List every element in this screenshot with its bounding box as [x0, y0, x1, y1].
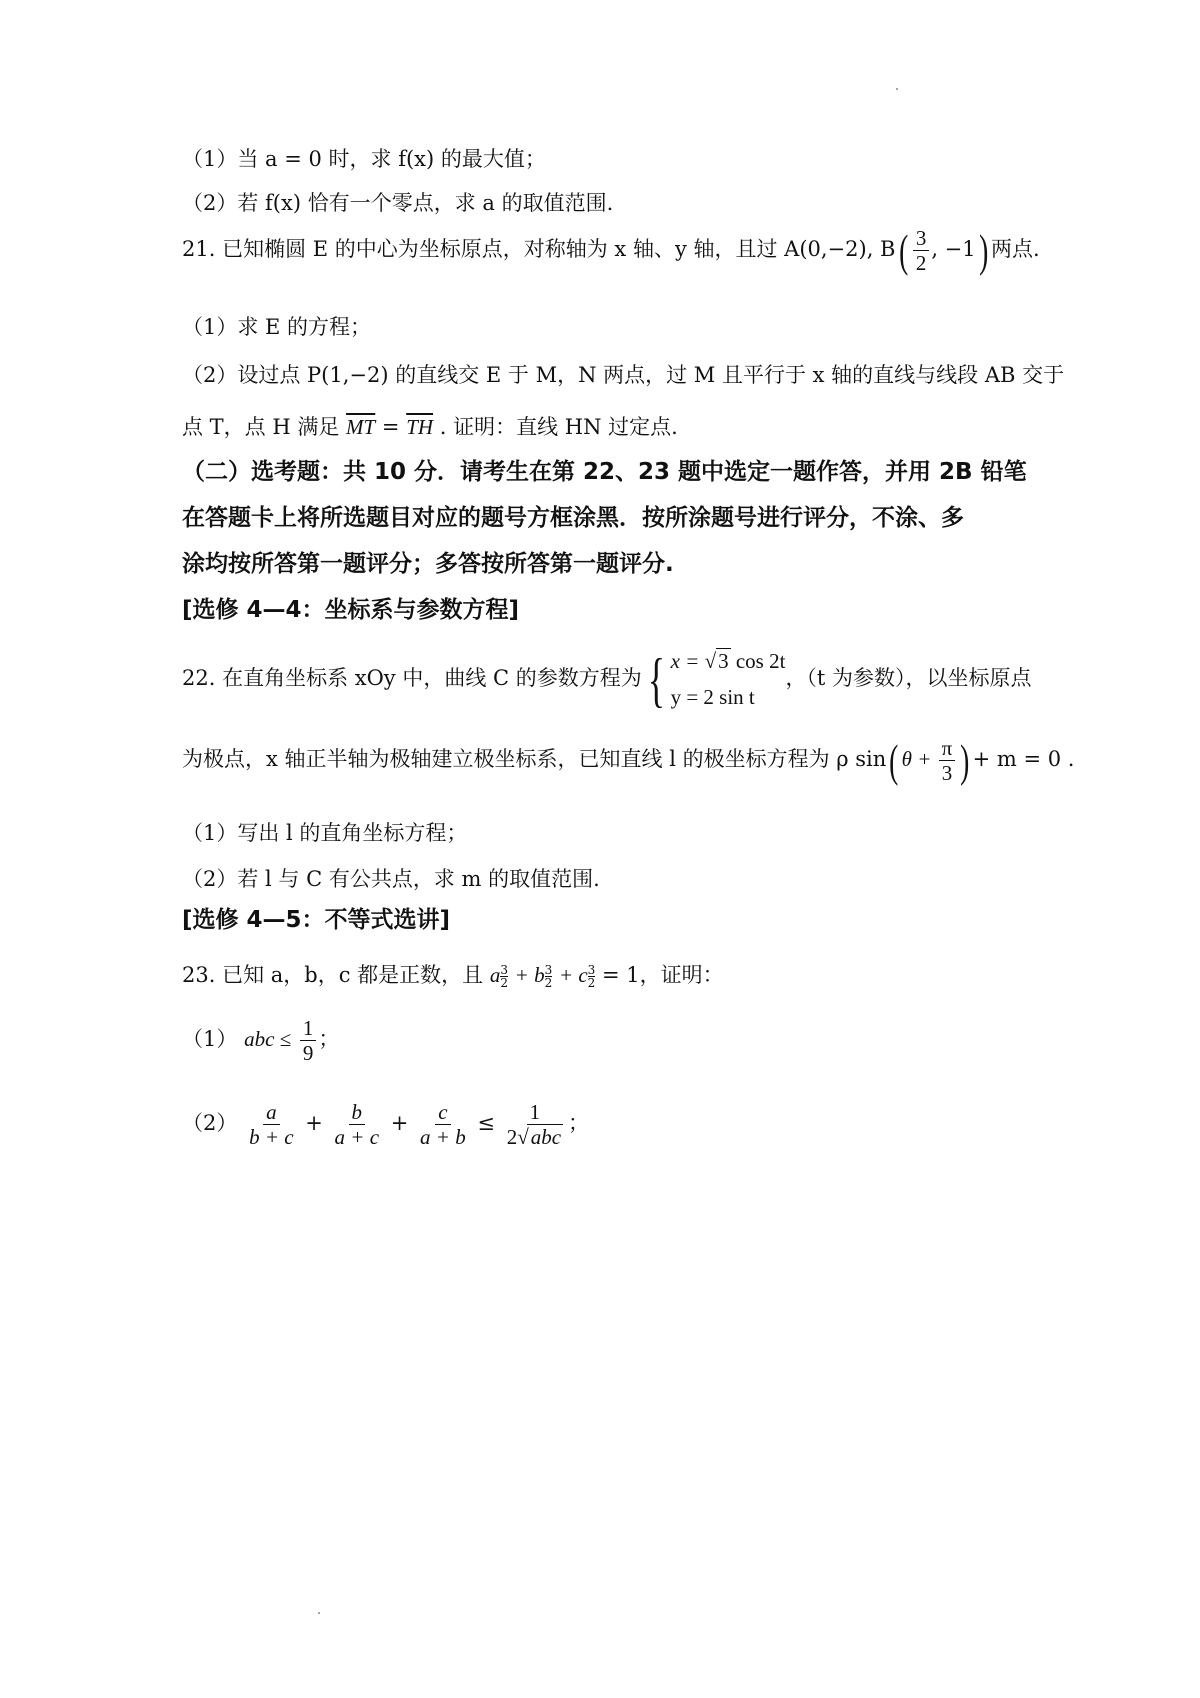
section2-line1: （二）选考题：共 10 分．请考生在第 22、23 题中选定一题作答，并用 2B 铅笔 [182, 459, 1027, 485]
fraction-1-over-2sqrt-abc: $\frac{1}{\text{2√abc}}$ [506, 1100, 562, 1150]
fraction-3-2: $\frac{3}{2}$ [913, 226, 930, 275]
fraction-pi-3: $\frac{\pi}{3}$ [939, 736, 956, 785]
q20-part2: （2）若 f(x) 恰有一个零点，求 a 的取值范围. [182, 191, 614, 215]
q23-stem-suffix: ，证明： [639, 963, 724, 987]
q23-stem [182, 962, 724, 989]
vector-mt: $\overline{MT}$ [346, 415, 376, 439]
q20-part1: （1）当 a = 0 时，求 f(x) 的最大值； [182, 147, 546, 171]
q22-line2-prefix: 为极点，x 轴正半轴为极轴建立极坐标系，已知直线 l 的极坐标方程为 ρ sin [182, 747, 887, 772]
var-b: + b [514, 963, 545, 987]
fraction-a-over-bc: $\frac{a}{b + c}$ [249, 1100, 294, 1150]
fraction-c-over-ab: $\frac{c}{a + b}$ [420, 1100, 466, 1150]
q21-part2-line1: （2）设过点 P(1,−2) 的直线交 E 于 M，N 两点，过 M 且平行于 x 轴的直线与线段 AB 交于 [182, 363, 1065, 387]
vector-th: $\overline{TH}$ [406, 415, 434, 439]
q22-part1: （1）写出 l 的直角坐标方程； [182, 821, 468, 845]
q22-line2 [182, 736, 1074, 785]
q21-part2-line2: 点 T，点 H 满足 $\overline{MT} = \overline{TH}$ . 证明：直线 HN 过定点. [182, 415, 678, 439]
right-paren: ) [960, 734, 970, 786]
q23-part1: （1） abc ≤ $\frac{1}{9}$ ； [182, 1016, 340, 1066]
q21-part1: （1）求 E 的方程； [182, 315, 372, 339]
fraction-b-over-ac: $\frac{b}{a + c}$ [334, 1100, 380, 1150]
left-paren: ( [898, 224, 908, 276]
q23-stem-prefix: 23. 已知 a，b，c 都是正数，且 [182, 963, 484, 987]
q22-stem-prefix: 22. 在直角坐标系 xOy 中，曲线 C 的参数方程为 [182, 666, 642, 691]
q21-stem-prefix: 21. 已知椭圆 E 的中心为坐标原点，对称轴为 x 轴、y 轴，且过 A(0,−2), B [182, 237, 896, 262]
section2-line3: 涂均按所答第一题评分；多答按所答第一题评分. [182, 551, 674, 577]
elective-44-title: [选修 4—4：坐标系与参数方程] [182, 597, 520, 623]
theta-term: θ + [901, 747, 937, 772]
exponent-3-2: $\frac{3}{2}$ [500, 963, 508, 990]
left-brace: { [647, 646, 665, 713]
q21-part2-suffix: . 证明：直线 HN 过定点. [439, 415, 678, 439]
q22-part2: （2）若 l 与 C 有公共点，求 m 的取值范围. [182, 867, 600, 891]
q21-part2-prefix: 点 T，点 H 满足 [182, 415, 340, 439]
exponent-3-2: $\frac{3}{2}$ [544, 963, 553, 990]
q21-stem-end: 两点. [990, 237, 1040, 262]
scan-speck [896, 88, 898, 90]
param-eq-y: y = 2 sin t [670, 684, 755, 709]
elective-45-title: [选修 4—5：不等式选讲] [182, 907, 451, 933]
right-paren: ) [978, 224, 988, 276]
equals-one: = 1 [602, 963, 640, 987]
param-eq-x: x = √3 cos 2t [670, 649, 786, 673]
left-paren: ( [889, 734, 899, 786]
q21-stem-suffix: , −1 [931, 237, 976, 262]
q23-part2: （2） $\frac{a}{b + c}$ + $\frac{b}{a + c}$ + $\frac{c}{a + b}$ ≤ $\frac{1}{\text{2√abc}}$ ； [182, 1100, 590, 1150]
q22-stem-suffix: ，（t 为参数），以坐标原点 [785, 666, 1032, 691]
var-a: a [489, 963, 501, 987]
scan-speck [318, 1612, 320, 1614]
exponent-3-2: $\frac{3}{2}$ [587, 963, 596, 990]
section2-line2: 在答题卡上将所选题目对应的题号方框涂黑．按所涂题号进行评分，不涂、多 [182, 505, 964, 531]
parametric-system [671, 644, 786, 715]
q21-stem [182, 226, 1040, 275]
abc-leq: abc ≤ [244, 1027, 292, 1052]
fraction-1-9: $\frac{1}{9}$ [300, 1016, 317, 1065]
var-c: + c [558, 963, 588, 987]
q22-stem [182, 644, 1032, 715]
q22-line2-suffix: + m = 0 . [972, 747, 1075, 772]
